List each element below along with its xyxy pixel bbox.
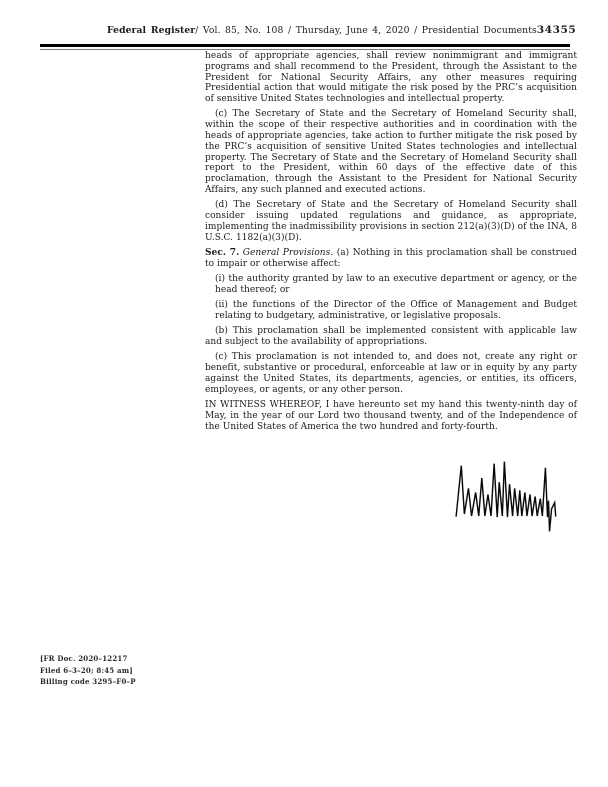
billing-code: Billing code 3295–F0–P <box>40 677 136 686</box>
paragraph-sec7 <box>205 248 577 270</box>
document-footer <box>40 653 136 688</box>
signature-glyph <box>450 456 568 536</box>
paragraph-witness: IN WITNESS WHEREOF, I have hereunto set my hand this twenty-ninth day of May, in the year of our Lord two thousand twenty, and of the Independence of the United States of America the two hundred and forty-fourth. <box>205 400 577 432</box>
clause-ii: (ii) the functions of the Director of the Office of Management and Budget relating to budgetary, administrative, or legislative proposals. <box>215 300 577 322</box>
paragraph-continuation: heads of appropriate agencies, shall review nonimmigrant and immigrant programs and shall recommend to the President, through the Assistant to the President for National Security Affairs, any other measures requiring Presidential action that would mitigate the risk posed by the PRC’s acquisition of sensitive United States technologies and intellectual property. <box>205 51 577 105</box>
paragraph-c: (c) The Secretary of State and the Secretary of Homeland Security shall, within the scope of their respective authorities and in coordination with the heads of appropriate agencies, take action to further mitigate the risk posed by the PRC’s acquisition of sensitive United States technologies and intellectual property. The Secretary of State and the Secretary of Homeland Security shall report to the President, within 60 days of the effective date of this proclamation, through the Assistant to the President for National Security Affairs, any such planned and executed actions. <box>205 109 577 196</box>
paragraph-b: (b) This proclamation shall be implemented consistent with applicable law and subject to the availability of appropriations. <box>205 326 577 348</box>
page-number: 34355 <box>536 24 577 36</box>
rule-top-line <box>40 44 570 47</box>
fr-doc-number: [FR Doc. 2020–12217 <box>40 654 128 663</box>
issue-meta: / Vol. 85, No. 108 / Thursday, June 4, 2020 / Presidential Documents <box>195 25 537 36</box>
header-double-rule <box>40 44 570 50</box>
journal-name: Federal Register <box>107 25 196 36</box>
paragraph-c2: (c) This proclamation is not intended to, and does not, create any right or benefit, substantive or procedural, enforceable at law or in equity by any party against the United States, its departments, agencies, or entities, its officers, employees, or agents, or any other person. <box>205 352 577 395</box>
sec7-label: Sec. 7. <box>205 248 240 259</box>
running-head-title <box>107 25 537 36</box>
sec7-text: (a) Nothing in this proclamation shall be construed to impair or otherwise affect: <box>205 248 577 269</box>
running-head <box>40 24 577 36</box>
document-body <box>205 51 577 437</box>
filed-stamp: Filed 6–3–20; 8:45 am] <box>40 665 133 675</box>
paragraph-d: (d) The Secretary of State and the Secretary of Homeland Security shall consider issuing updated regulations and guidance, as appropriate, implementing the inadmissibility provisions in section 212(a)(3)(D) of the INA, 8 U.S.C. 1182(a)(3)(D). <box>205 200 577 243</box>
sec7-title: General Provisions. <box>242 248 334 259</box>
presidential-signature <box>450 456 568 536</box>
clause-i: (i) the authority granted by law to an executive department or agency, or the head thereof; or <box>215 274 577 295</box>
